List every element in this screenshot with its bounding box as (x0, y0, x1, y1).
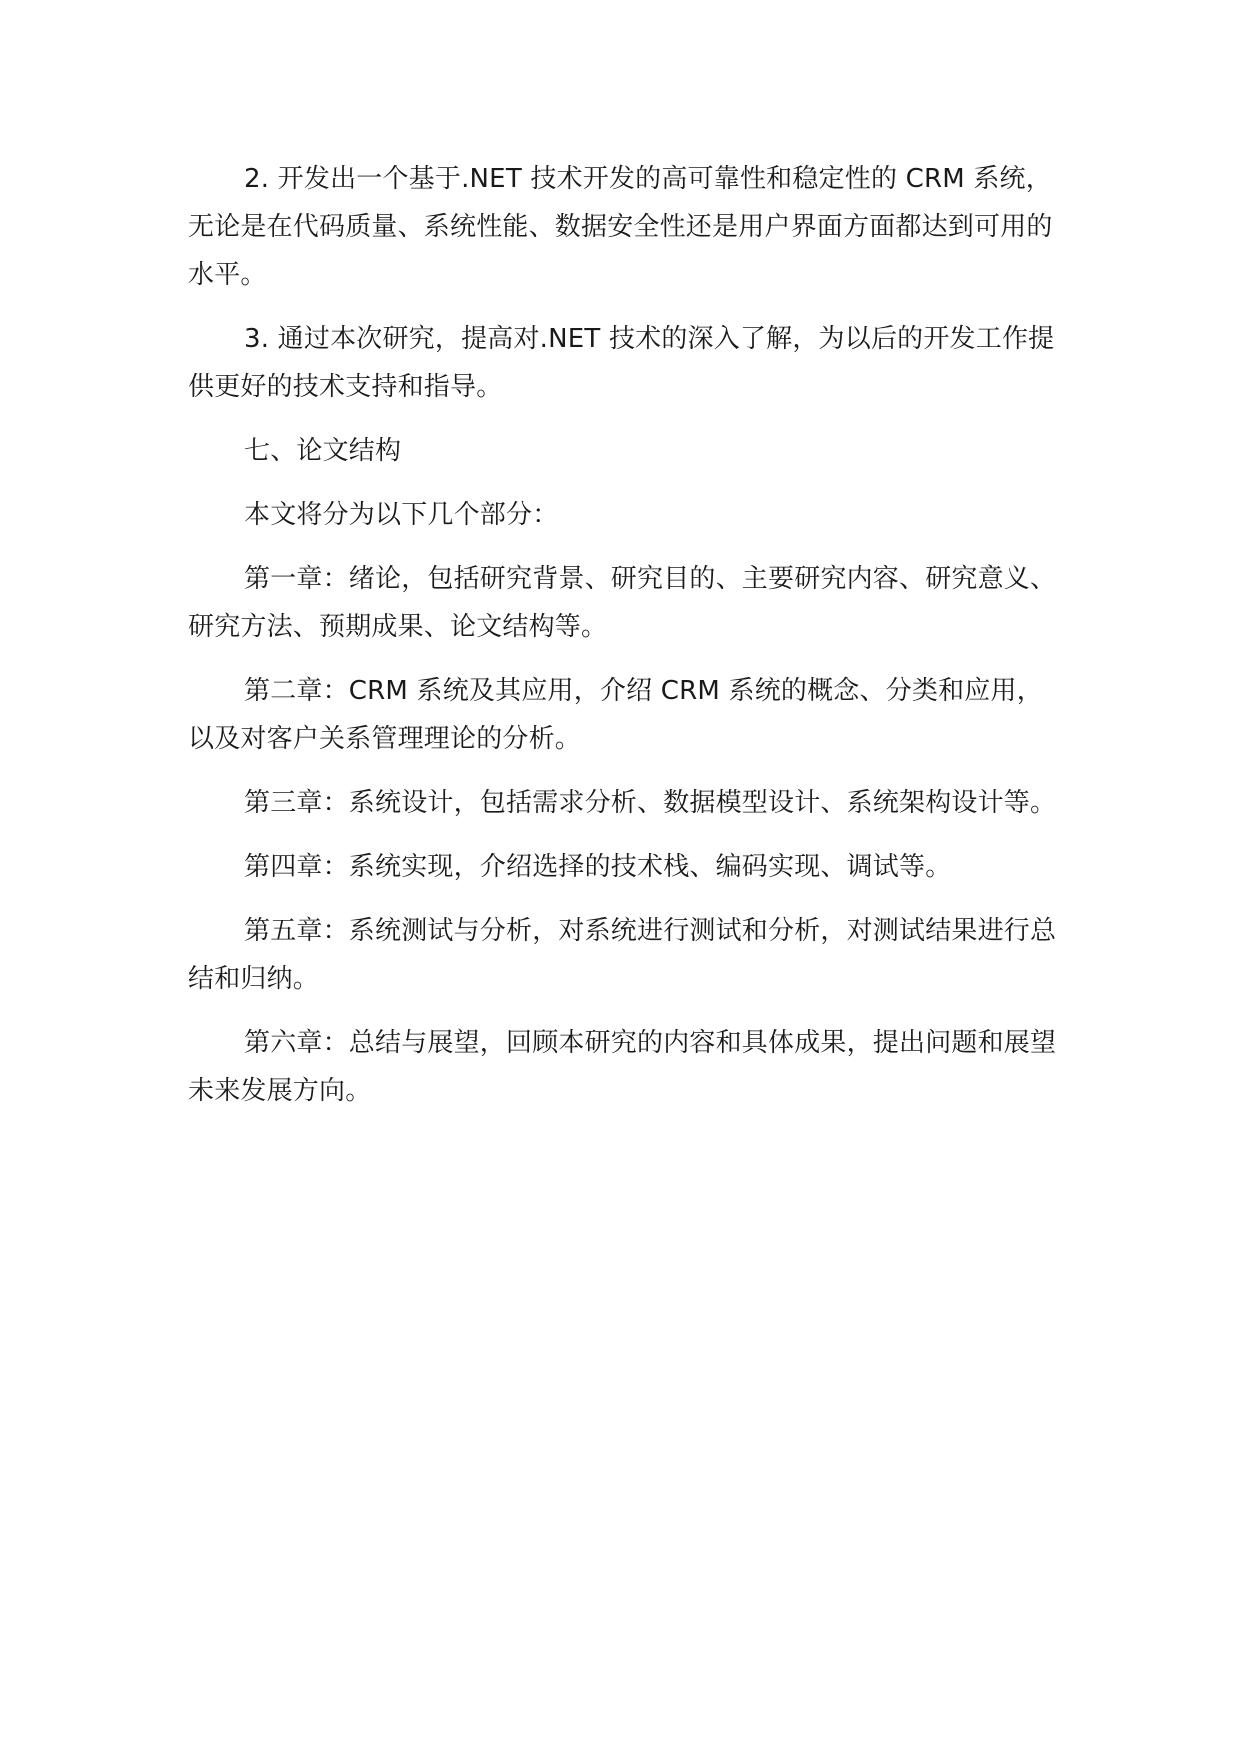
paragraph-chapter-3: 第三章：系统设计，包括需求分析、数据模型设计、系统架构设计等。 (244, 788, 1057, 818)
paragraph-chapter-5: 第五章：系统测试与分析，对系统进行测试和分析，对测试结果进行总结和归纳。 (188, 916, 1057, 994)
section-heading-thesis-structure: 七、论文结构 (244, 436, 402, 466)
paragraph-objective-2: 2. 开发出一个基于.NET 技术开发的高可靠性和稳定性的 CRM 系统，无论是在代码质量、系统性能、数据安全性还是用户界面方面都达到可用的水平。 (188, 164, 1053, 290)
paragraph-objective-3: 3. 通过本次研究，提高对.NET 技术的深入了解，为以后的开发工作提供更好的技术支持和指导。 (188, 324, 1055, 402)
paragraph-chapter-6: 第六章：总结与展望，回顾本研究的内容和具体成果，提出问题和展望未来发展方向。 (188, 1028, 1057, 1106)
paragraph-chapter-4: 第四章：系统实现，介绍选择的技术栈、编码实现、调试等。 (244, 852, 952, 882)
paragraph-structure-intro: 本文将分为以下几个部分： (244, 500, 559, 530)
paragraph-chapter-1: 第一章：绪论，包括研究背景、研究目的、主要研究内容、研究意义、研究方法、预期成果、论文结构等。 (188, 564, 1057, 642)
document-body (188, 155, 1058, 1131)
paragraph-chapter-2: 第二章：CRM 系统及其应用，介绍 CRM 系统的概念、分类和应用，以及对客户关系管理理论的分析。 (188, 676, 1043, 754)
